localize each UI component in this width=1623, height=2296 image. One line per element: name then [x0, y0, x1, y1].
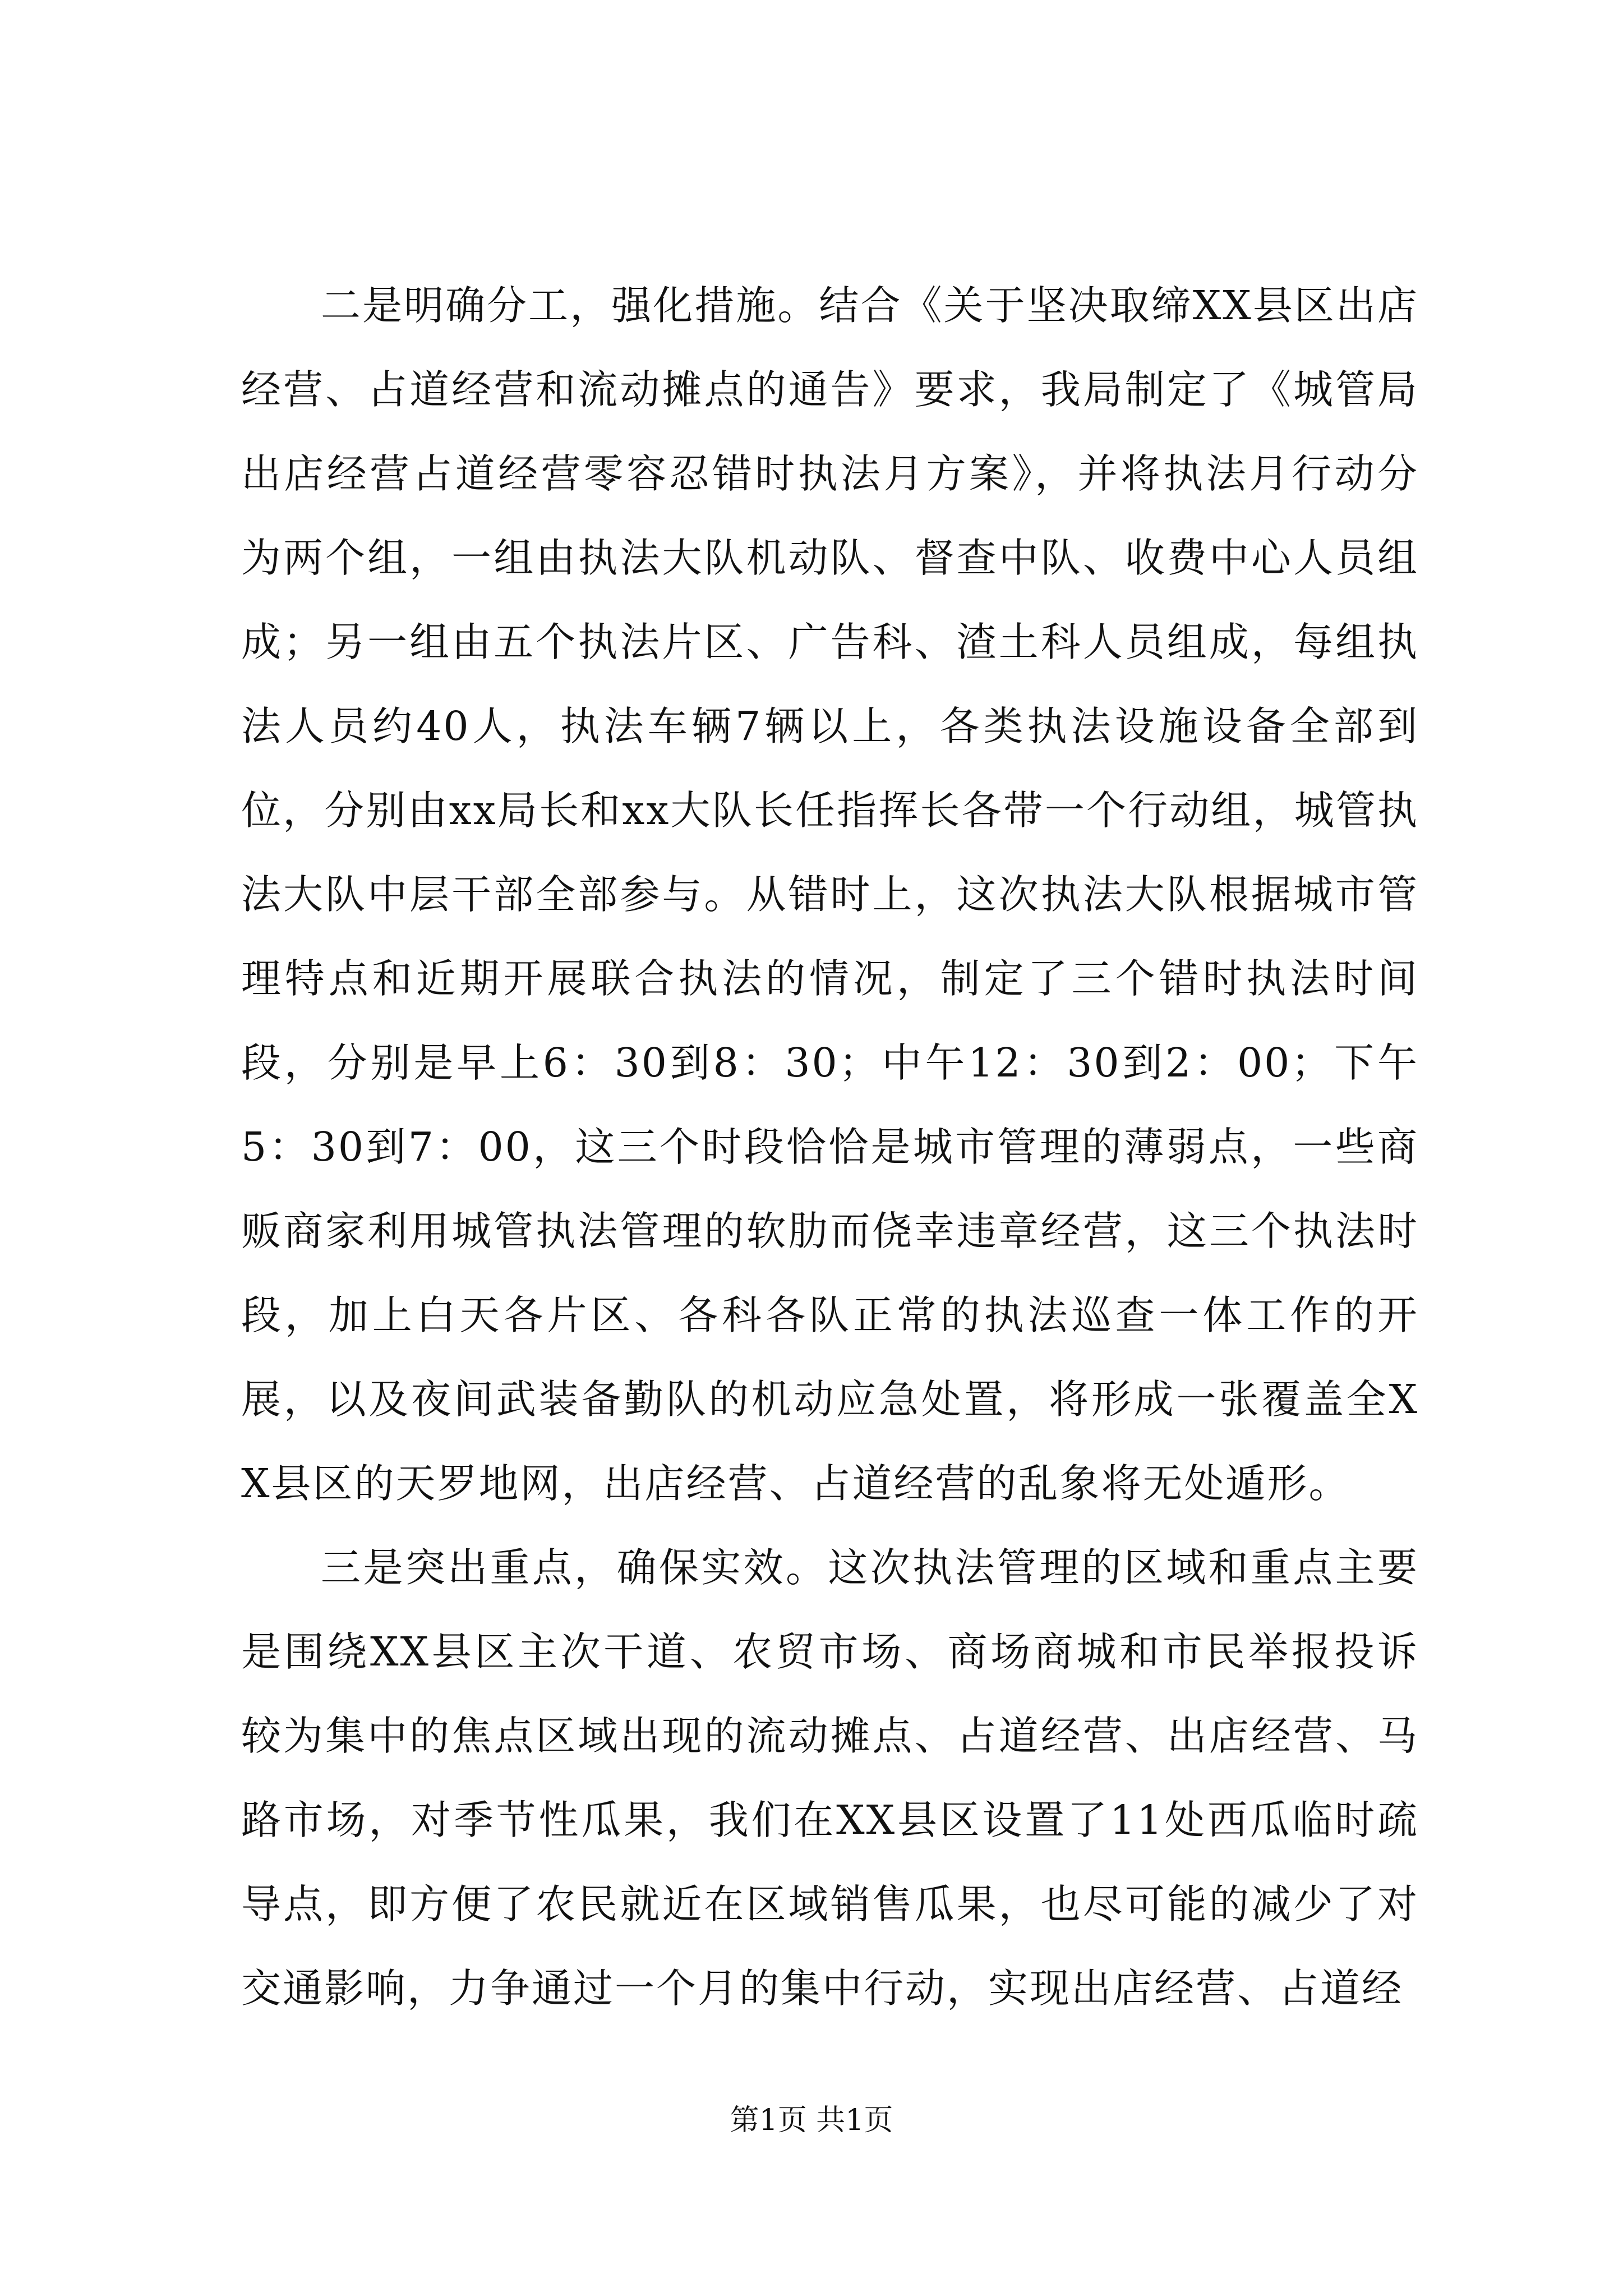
page-footer: 第1页 共1页 — [730, 2104, 893, 2137]
document-body — [241, 264, 1419, 2031]
paragraph-division-of-labor: 二是明确分工，强化措施。结合《关于坚决取缔XX县区出店经营、占道经营和流动摊点的通告》要求，我局制定了《城管局出店经营占道经营零容忍错时执法月方案》，并将执法月行动分为两个组，一组由执法大队机动队、督查中队、收费中心人员组成；另一组由五个执法片区、广告科、渣土科人员组成，每组执法人员约40人，执法车辆7辆以上，各类执法设施设备全部到位，分别由xx局长和xx大队长任指挥长各带一个行动组，城管执法大队中层干部全部参与。从错时上，这次执法大队根据城市管理特点和近期开展联合执法的情况，制定了三个错时执法时间段，分别是早上6：30到8：30；中午12：30到2：00；下午5：30到7：00，这三个时段恰恰是城市管理的薄弱点，一些商贩商家利用城管执法管理的软肋而侥幸违章经营，这三个执法时段，加上白天各片区、各科各队正常的执法巡查一体工作的开展，以及夜间武装备勤队的机动应急处置，将形成一张覆盖全XX县区的天罗地网，出店经营、占道经营的乱象将无处遁形。 — [241, 282, 1419, 1507]
paragraph-key-priorities: 三是突出重点，确保实效。这次执法管理的区域和重点主要是围绕XX县区主次干道、农贸市场、商场商城和市民举报投诉较为集中的焦点区域出现的流动摊点、占道经营、出店经营、马路市场，对季节性瓜果，我们在XX县区设置了11处西瓜临时疏导点，即方便了农民就近在区域销售瓜果，也尽可能的减少了对交通影响，力争通过一个月的集中行动，实现出店经营、占道经 — [241, 1544, 1419, 2012]
